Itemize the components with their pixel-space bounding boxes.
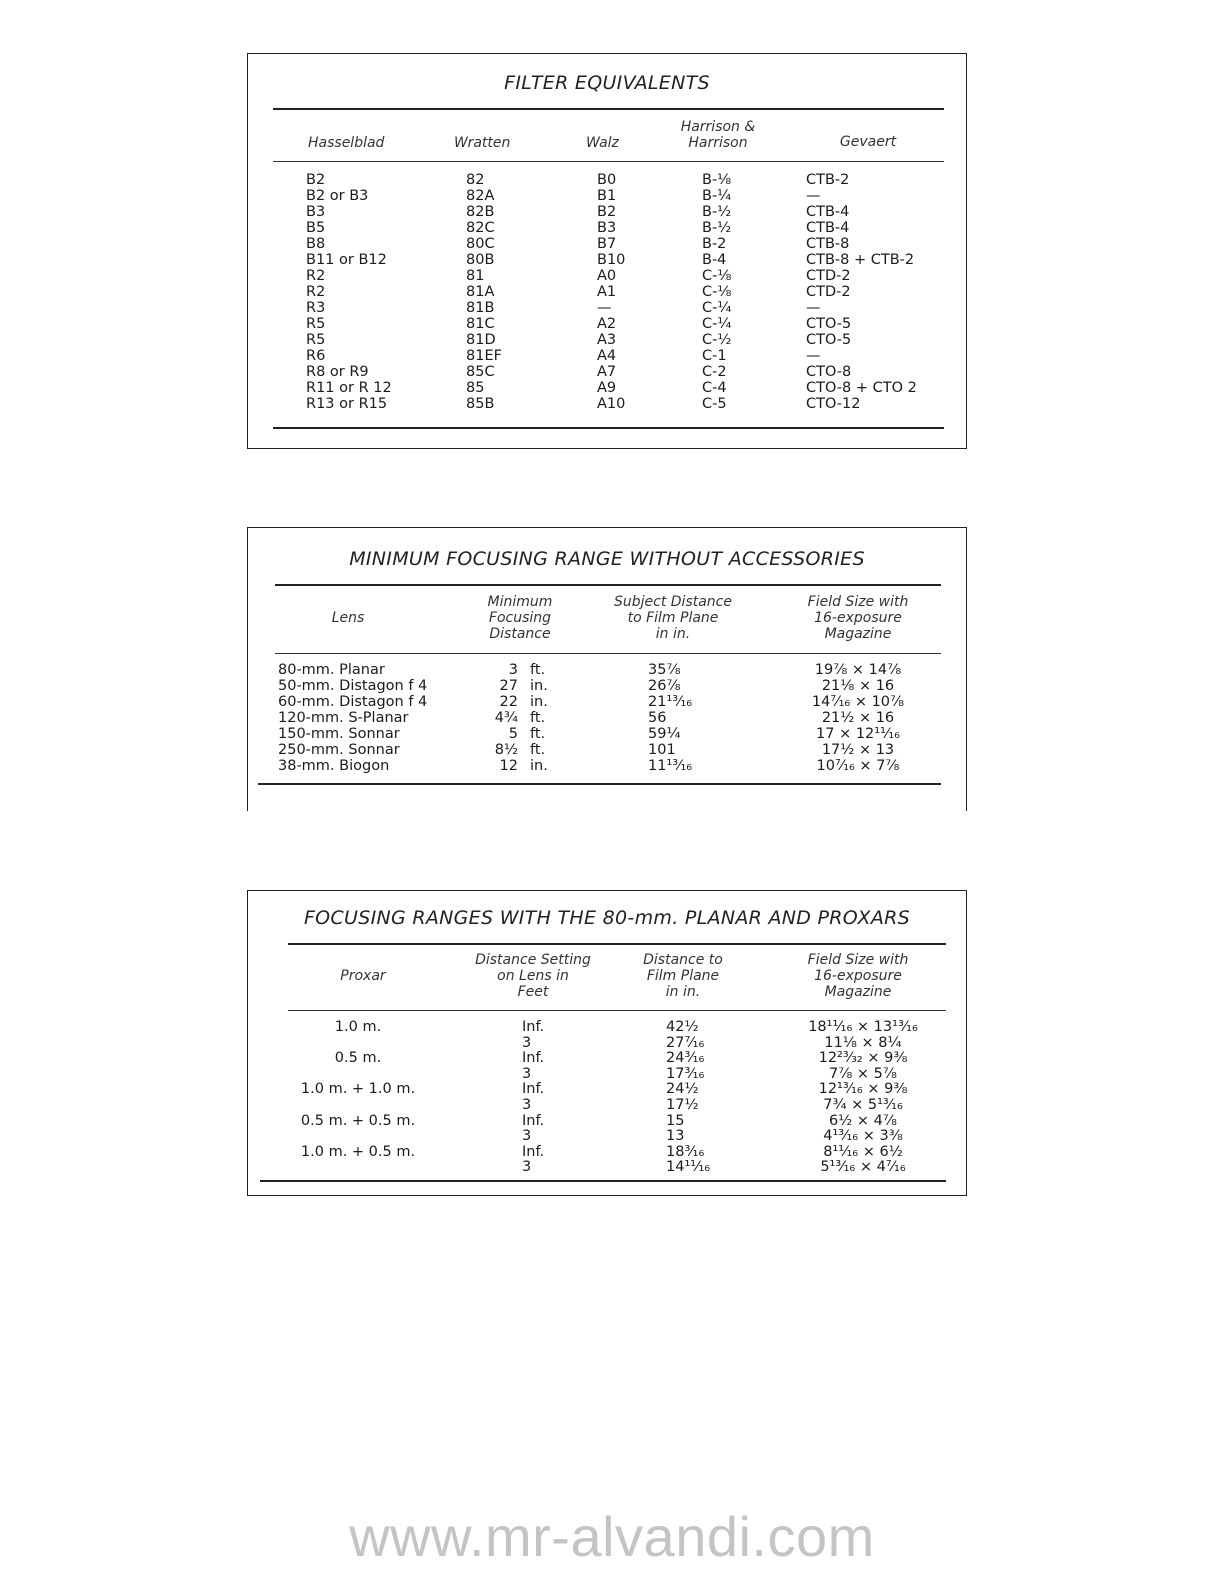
- table-cell: 85B: [466, 396, 495, 412]
- table-body: [248, 662, 968, 780]
- table-cell: B3: [306, 204, 326, 220]
- table-cell: 80B: [466, 252, 495, 268]
- table-cell: 21⅛ × 16: [821, 678, 895, 694]
- table-cell: 8¹¹⁄₁₆ × 6½: [823, 1143, 903, 1160]
- table-cell: 17 × 12¹¹⁄₁₆: [816, 726, 900, 742]
- table-row: [248, 758, 968, 774]
- table-cell: C-5: [702, 396, 727, 412]
- table-cell: C-2: [702, 364, 727, 380]
- table-cell: 13: [666, 1128, 685, 1145]
- table-row: [248, 1113, 968, 1129]
- table-row: [248, 1159, 968, 1175]
- filter-equivalents-table: [247, 53, 967, 449]
- table-cell: 27: [499, 678, 518, 694]
- table-cell: R6: [306, 348, 326, 364]
- table-row: [248, 332, 968, 348]
- table-cell: —: [806, 188, 821, 204]
- table-cell: 81B: [466, 300, 495, 316]
- table-row: [248, 1019, 968, 1035]
- table-cell: 81C: [466, 316, 495, 332]
- table-cell: 59¼: [648, 726, 681, 742]
- column-header: Gevaert: [839, 134, 897, 150]
- table-cell: 81D: [466, 332, 496, 348]
- table-cell: 3: [522, 1159, 532, 1176]
- table-cell: 38-mm. Biogon: [278, 758, 390, 774]
- table-cell: 82C: [466, 220, 495, 236]
- table-cell: C-1: [702, 348, 727, 364]
- bottom-rule: [258, 783, 941, 785]
- table-cell: Inf.: [522, 1081, 545, 1098]
- table-cell: A3: [597, 332, 617, 348]
- table-row: [248, 316, 968, 332]
- table-cell: CTO-12: [806, 396, 861, 412]
- table-cell: A10: [597, 396, 626, 412]
- table-cell: 10⁷⁄₁₆ × 7⅞: [816, 758, 900, 774]
- table-cell: 18³⁄₁₆: [666, 1143, 705, 1160]
- table-title: FILTER EQUIVALENTS: [504, 72, 710, 94]
- table-cell: 3: [522, 1128, 532, 1145]
- table-cell: 56: [648, 710, 667, 726]
- table-cell: A1: [597, 284, 617, 300]
- table-cell: 250-mm. Sonnar: [278, 742, 400, 758]
- table-row: [248, 284, 968, 300]
- table-cell: 7⅞ × 5⅞: [829, 1065, 897, 1082]
- column-header: Hasselblad: [308, 135, 385, 151]
- table-cell: 17³⁄₁₆: [666, 1065, 705, 1082]
- table-cell: 14⁷⁄₁₆ × 10⅞: [811, 694, 905, 710]
- table-cell: C-⅛: [702, 284, 732, 300]
- table-cell: 26⅞: [648, 678, 681, 694]
- column-header: Walz: [586, 135, 619, 151]
- table-row: [248, 678, 968, 694]
- table-cell: 21½ × 16: [821, 710, 895, 726]
- table-cell: C-⅛: [702, 268, 732, 284]
- bottom-rule: [260, 1180, 946, 1182]
- table-cell: R3: [306, 300, 326, 316]
- table-title: MINIMUM FOCUSING RANGE WITHOUT ACCESSORIES: [349, 548, 865, 570]
- table-row: [248, 662, 968, 678]
- table-cell: 22: [499, 694, 518, 710]
- column-header: Distance Setting on Lens in Feet: [475, 952, 591, 1000]
- table-row: [248, 300, 968, 316]
- column-header: Field Size with 16-exposure Magazine: [807, 952, 909, 1000]
- table-cell: 24³⁄₁₆: [666, 1050, 705, 1067]
- top-rule: [273, 108, 944, 110]
- table-cell: 19⅞ × 14⅞: [814, 662, 902, 678]
- table-cell: CTO-5: [806, 332, 852, 348]
- table-row: [248, 348, 968, 364]
- table-row: [248, 726, 968, 742]
- table-cell: C-¼: [702, 300, 732, 316]
- table-cell: B-2: [702, 236, 727, 252]
- table-row: [248, 1050, 968, 1066]
- table-cell: C-4: [702, 380, 727, 396]
- table-cell: 101: [648, 742, 676, 758]
- table-cell: B2 or B3: [306, 188, 369, 204]
- table-cell: C-¼: [702, 316, 732, 332]
- table-cell: 1.0 m. + 1.0 m.: [300, 1081, 416, 1098]
- table-cell: 17½: [666, 1097, 699, 1113]
- table-cell: 17½ × 13: [821, 742, 895, 758]
- table-cell: CTB-8: [806, 236, 850, 252]
- table-cell: 60-mm. Distagon f 4: [278, 694, 428, 710]
- table-cell: CTB-4: [806, 220, 850, 236]
- header-rule: [275, 653, 941, 654]
- table-cell: B8: [306, 236, 326, 252]
- table-cell: R2: [306, 284, 326, 300]
- table-cell: A9: [597, 380, 617, 396]
- table-cell: 81A: [466, 284, 495, 300]
- column-header: Proxar: [340, 968, 386, 984]
- table-cell: 12¹³⁄₁₆ × 9⅜: [818, 1081, 908, 1098]
- table-cell: 1.0 m. + 0.5 m.: [300, 1143, 416, 1160]
- table-row: [248, 694, 968, 710]
- table-cell: CTB-4: [806, 204, 850, 220]
- table-cell: 3: [508, 662, 518, 678]
- table-cell: 12²³⁄₃₂ × 9⅜: [818, 1050, 908, 1067]
- table-row: [248, 1066, 968, 1082]
- table-row: [248, 742, 968, 758]
- table-cell: —: [806, 300, 821, 316]
- table-cell: 82: [466, 172, 485, 188]
- table-cell: Inf.: [522, 1143, 545, 1160]
- table-cell: 21¹³⁄₁₆: [648, 694, 693, 710]
- table-cell: B10: [597, 252, 626, 268]
- table-cell: R13 or R15: [306, 396, 388, 412]
- table-cell: 120-mm. S-Planar: [278, 710, 409, 726]
- table-cell: 8½: [494, 742, 518, 758]
- table-cell: 81EF: [466, 348, 502, 364]
- table-cell: B-½: [702, 220, 732, 236]
- table-cell: R8 or R9: [306, 364, 369, 380]
- table-cell: R11 or R 12: [306, 380, 392, 396]
- table-row: [248, 364, 968, 380]
- table-cell: CTD-2: [806, 268, 851, 284]
- column-header: Harrison & Harrison: [680, 119, 756, 151]
- table-cell: 3: [522, 1065, 532, 1082]
- table-cell: 14¹¹⁄₁₆: [666, 1159, 711, 1176]
- column-header: Lens: [331, 610, 365, 626]
- table-row: [248, 1081, 968, 1097]
- table-row: [248, 236, 968, 252]
- table-cell: CTO-8 + CTO 2: [806, 380, 917, 396]
- table-cell: 11¹³⁄₁₆: [648, 758, 693, 774]
- table-cell: 15: [666, 1112, 685, 1129]
- proxar-focusing-ranges-table: [247, 890, 967, 1196]
- table-cell: 24½: [666, 1081, 699, 1098]
- table-cell: B5: [306, 220, 326, 236]
- table-cell: 80C: [466, 236, 495, 252]
- table-cell: in.: [530, 758, 548, 774]
- table-cell: 12: [499, 758, 518, 774]
- table-cell: ft.: [530, 742, 546, 758]
- table-cell: 5¹³⁄₁₆ × 4⁷⁄₁₆: [820, 1159, 906, 1176]
- top-rule: [275, 584, 941, 586]
- table-row: [248, 220, 968, 236]
- table-cell: 85: [466, 380, 485, 396]
- table-cell: 4¹³⁄₁₆ × 3⅜: [823, 1128, 903, 1145]
- table-cell: CTB-8 + CTB-2: [806, 252, 915, 268]
- table-cell: —: [806, 348, 821, 364]
- table-cell: CTO-8: [806, 364, 852, 380]
- table-cell: ft.: [530, 726, 546, 742]
- table-cell: B0: [597, 172, 617, 188]
- table-cell: 5: [508, 726, 518, 742]
- table-cell: 0.5 m. + 0.5 m.: [300, 1112, 416, 1129]
- table-row: [248, 204, 968, 220]
- table-cell: 27⁷⁄₁₆: [666, 1034, 705, 1051]
- table-cell: B11 or B12: [306, 252, 387, 268]
- table-row: [248, 1144, 968, 1160]
- table-cell: B-½: [702, 204, 732, 220]
- table-cell: CTB-2: [806, 172, 850, 188]
- table-row: [248, 1128, 968, 1144]
- column-header: Distance to Film Plane in in.: [643, 952, 723, 1000]
- table-cell: 3: [522, 1097, 532, 1113]
- column-header: Wratten: [454, 135, 511, 151]
- top-rule: [288, 943, 946, 945]
- column-header: Field Size with 16-exposure Magazine: [807, 594, 909, 642]
- table-cell: 35⅞: [648, 662, 681, 678]
- table-row: [248, 172, 968, 188]
- table-cell: ft.: [530, 710, 546, 726]
- table-row: [248, 1035, 968, 1051]
- table-row: [248, 1097, 968, 1113]
- header-rule: [273, 161, 944, 162]
- column-header: Minimum Focusing Distance: [487, 594, 553, 642]
- table-cell: R5: [306, 316, 326, 332]
- table-cell: R5: [306, 332, 326, 348]
- bottom-rule: [273, 427, 944, 429]
- table-cell: 0.5 m.: [334, 1050, 382, 1067]
- table-cell: —: [597, 300, 612, 316]
- table-title: FOCUSING RANGES WITH THE 80-mm. PLANAR AND PROXARS: [303, 907, 911, 929]
- minimum-focusing-range-table: [247, 527, 967, 811]
- table-row: [248, 710, 968, 726]
- table-cell: 150-mm. Sonnar: [278, 726, 400, 742]
- table-cell: 85C: [466, 364, 495, 380]
- table-cell: 7¾ × 5¹³⁄₁₆: [823, 1097, 903, 1113]
- table-cell: in.: [530, 694, 548, 710]
- table-cell: Inf.: [522, 1050, 545, 1067]
- table-cell: B2: [306, 172, 326, 188]
- table-cell: 82A: [466, 188, 495, 204]
- table-cell: C-½: [702, 332, 732, 348]
- table-row: [248, 268, 968, 284]
- table-cell: B1: [597, 188, 617, 204]
- table-cell: 18¹¹⁄₁₆ × 13¹³⁄₁₆: [808, 1019, 918, 1035]
- table-cell: 80-mm. Planar: [278, 662, 385, 678]
- table-row: [248, 396, 968, 412]
- table-cell: B7: [597, 236, 617, 252]
- table-row: [248, 188, 968, 204]
- table-cell: 11⅛ × 8¼: [824, 1034, 902, 1051]
- table-cell: B-4: [702, 252, 727, 268]
- table-cell: Inf.: [522, 1019, 545, 1035]
- table-cell: CTO-5: [806, 316, 852, 332]
- table-cell: 3: [522, 1034, 532, 1051]
- table-cell: CTD-2: [806, 284, 851, 300]
- table-cell: 6½ × 4⅞: [829, 1112, 897, 1129]
- table-cell: 42½: [666, 1019, 699, 1035]
- table-cell: B2: [597, 204, 617, 220]
- table-cell: A0: [597, 268, 617, 284]
- table-cell: B3: [597, 220, 617, 236]
- table-cell: 4¾: [494, 710, 518, 726]
- table-cell: in.: [530, 678, 548, 694]
- header-rule: [288, 1010, 946, 1011]
- table-cell: Inf.: [522, 1112, 545, 1129]
- table-cell: 1.0 m.: [334, 1019, 382, 1035]
- table-row: [248, 380, 968, 396]
- watermark: www.mr-alvandi.com: [349, 1505, 875, 1568]
- table-cell: B-⅛: [702, 172, 732, 188]
- table-cell: 82B: [466, 204, 495, 220]
- table-body: [248, 172, 968, 422]
- table-row: [248, 252, 968, 268]
- table-cell: A7: [597, 364, 617, 380]
- table-cell: A2: [597, 316, 617, 332]
- table-body: [248, 1019, 968, 1179]
- table-cell: A4: [597, 348, 617, 364]
- table-cell: R2: [306, 268, 326, 284]
- table-cell: 50-mm. Distagon f 4: [278, 678, 428, 694]
- table-cell: ft.: [530, 662, 546, 678]
- table-cell: B-¼: [702, 188, 732, 204]
- column-header: Subject Distance to Film Plane in in.: [613, 594, 732, 642]
- table-cell: 81: [466, 268, 485, 284]
